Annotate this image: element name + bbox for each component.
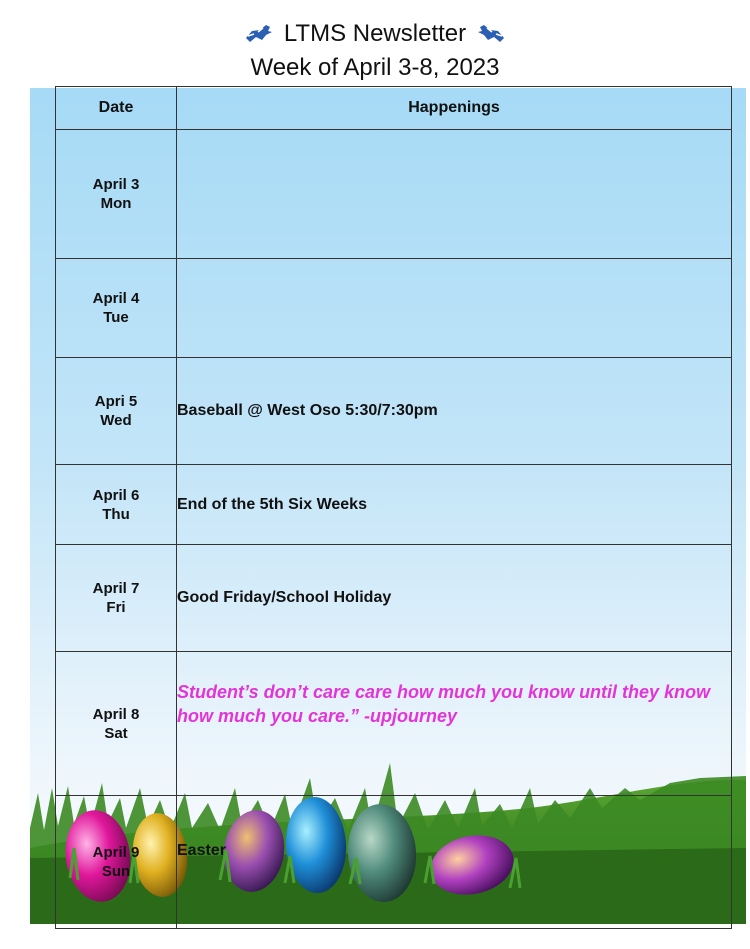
date-cell [56,796,177,929]
newsletter-header [0,0,750,86]
table-row [56,130,732,259]
weekday-label: Thu [102,505,130,523]
table-row [56,545,732,652]
day-label: April 3 [92,176,140,193]
title-line [0,20,750,48]
weekday-label: Mon [100,195,132,212]
table-row [56,358,732,465]
mustang-icon [242,22,276,46]
event-cell: Good Friday/School Holiday [177,545,732,652]
newsletter-title: LTMS Newsletter [283,20,467,47]
date-cell [56,465,177,545]
mustang-icon [474,22,508,46]
event-cell: Baseball @ West Oso 5:30/7:30pm [177,358,732,465]
table-row [56,465,732,545]
day-label: Apri 5 [94,393,138,410]
table-row [56,652,732,796]
date-column-header: Date [56,87,177,130]
day-label: April 4 [92,290,140,307]
happenings-table [55,86,732,929]
day-label: April 6 [92,486,140,504]
weekday-label: Sat [104,724,128,742]
weekday-label: Tue [103,309,129,326]
date-cell [56,130,177,259]
table-header-row [56,87,732,130]
happenings-column-header: Happenings [177,87,732,130]
date-cell [56,358,177,465]
table-row [56,259,732,358]
day-label: April 8 [92,705,140,723]
newsletter-week: Week of April 3-8, 2023 [250,54,500,81]
event-cell [177,259,732,358]
table-row [56,796,732,929]
event-cell [177,130,732,259]
date-cell [56,545,177,652]
date-cell [56,259,177,358]
date-cell [56,652,177,796]
weekday-label: Wed [100,412,132,429]
day-label: April 7 [92,580,140,597]
day-label: April 9 [92,844,140,861]
weekday-label: Fri [106,599,126,616]
event-cell: Easter [177,796,732,929]
event-cell: End of the 5th Six Weeks [177,465,732,545]
weekday-label: Sun [101,863,131,880]
quote-cell: Student’s don’t care care how much you know until they know how much you care.” -upjourney [177,652,732,796]
